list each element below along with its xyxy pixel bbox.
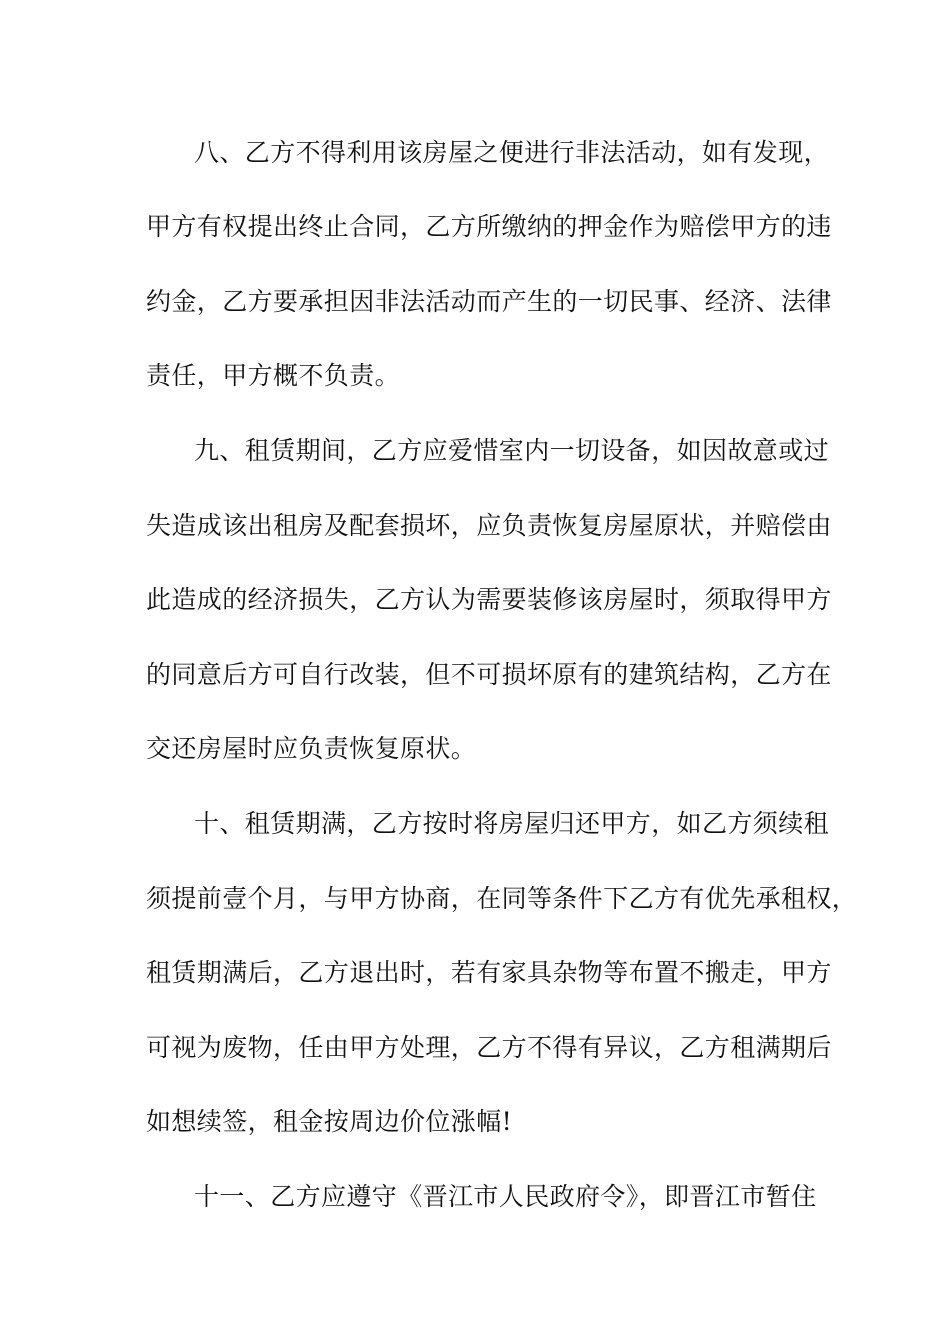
clause-9-line-4: 的同意后方可自行改装，但不可损坏原有的建筑结构，乙方在 — [146, 660, 832, 689]
clause-9-line-3: 此造成的经济损失，乙方认为需要装修该房屋时，须取得甲方 — [146, 585, 832, 614]
clause-8-line-3: 约金，乙方要承担因非法活动而产生的一切民事、经济、法律 — [146, 287, 832, 316]
clause-10-line-1: 十、租赁期满，乙方按时将房屋归还甲方，如乙方须续租 — [194, 809, 830, 838]
clause-11-line-1: 十一、乙方应遵守《晋江市人民政府令》，即晋江市暂住 — [194, 1182, 817, 1211]
clause-9-line-5: 交还房屋时应负责恢复原状。 — [146, 734, 477, 763]
clause-8-line-1: 八、乙方不得利用该房屋之便进行非法活动，如有发现， — [194, 138, 830, 167]
clause-8-line-2: 甲方有权提出终止合同，乙方所缴纳的押金作为赔偿甲方的违 — [146, 212, 832, 241]
clause-10-line-2: 须提前壹个月，与甲方协商，在同等条件下乙方有优先承租权， — [146, 884, 858, 913]
clause-9-line-2: 失造成该出租房及配套损坏，应负责恢复房屋原状，并赔偿由 — [146, 511, 832, 540]
clause-10-line-3: 租赁期满后，乙方退出时，若有家具杂物等布置不搬走，甲方 — [146, 958, 832, 987]
clause-8-line-4: 责任，甲方概不负责。 — [146, 361, 401, 390]
clause-10-line-4: 可视为废物，任由甲方处理，乙方不得有异议，乙方租满期后 — [146, 1033, 832, 1062]
clause-10-line-5: 如想续签，租金按周边价位涨幅! — [146, 1107, 513, 1136]
clause-9-line-1: 九、租赁期间，乙方应爱惜室内一切设备，如因故意或过 — [194, 436, 830, 465]
